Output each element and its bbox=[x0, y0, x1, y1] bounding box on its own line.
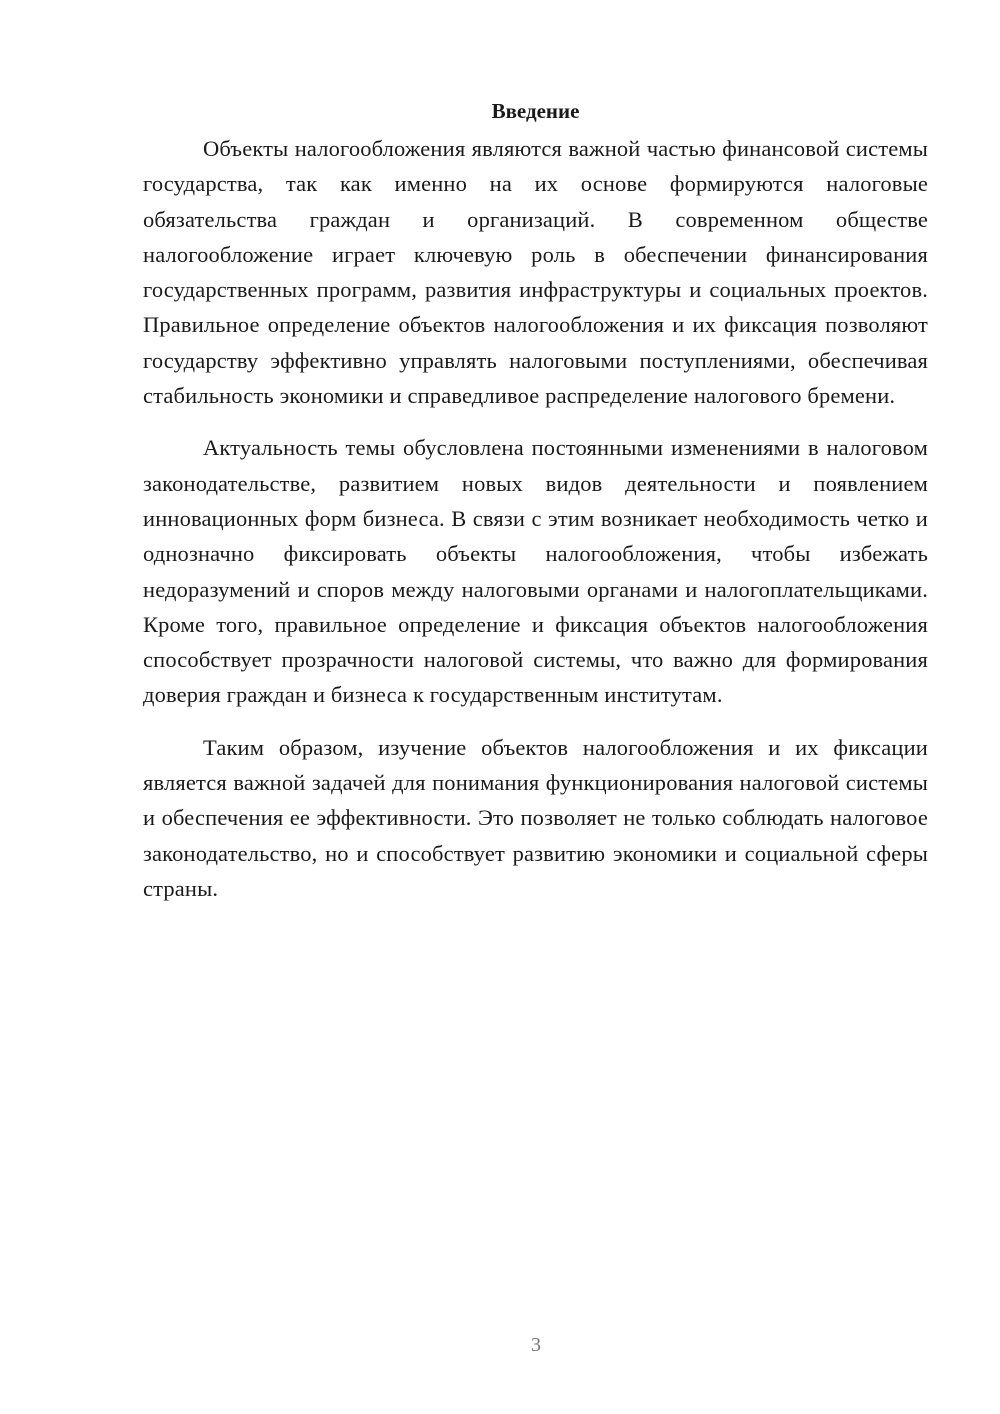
page-number: 3 bbox=[531, 1334, 541, 1356]
paragraph-1: Объекты налогообложения являются важной частью финансовой системы государства, так как именно на их основе формируются налоговые обязательства граждан и организаций. В современном обществе налогообложение играет ключевую роль в обеспечении финансирования государственных программ, развития инфраструктуры и социальных проектов. Правильное определение объектов налогообложения и их фиксация позволяют государству эффективно управлять налоговыми поступлениями, обеспечивая стабильность экономики и справедливое распределение налогового бремени. bbox=[143, 136, 928, 409]
page-content bbox=[143, 95, 928, 906]
section-title: Введение bbox=[491, 99, 580, 123]
paragraph-3: Таким образом, изучение объектов налогообложения и их фиксации является важной задачей для понимания функционирования налоговой системы и обеспечения ее эффективности. Это позволяет не только соблюдать налоговое законодательство, но и способствует развитию экономики и социальной сферы страны. bbox=[143, 734, 928, 901]
paragraph-2: Актуальность темы обусловлена постоянными изменениями в налоговом законодательстве, развитием новых видов деятельности и появлением инновационных форм бизнеса. В связи с этим возникает необходимость четко и однозначно фиксировать объекты налогообложения, чтобы избежать недоразумений и споров между налоговыми органами и налогоплательщиками. Кроме того, правильное определение и фиксация объектов налогообложения способствует прозрачности налоговой системы, что важно для формирования доверия граждан и бизнеса к государственным институтам. bbox=[143, 435, 928, 708]
